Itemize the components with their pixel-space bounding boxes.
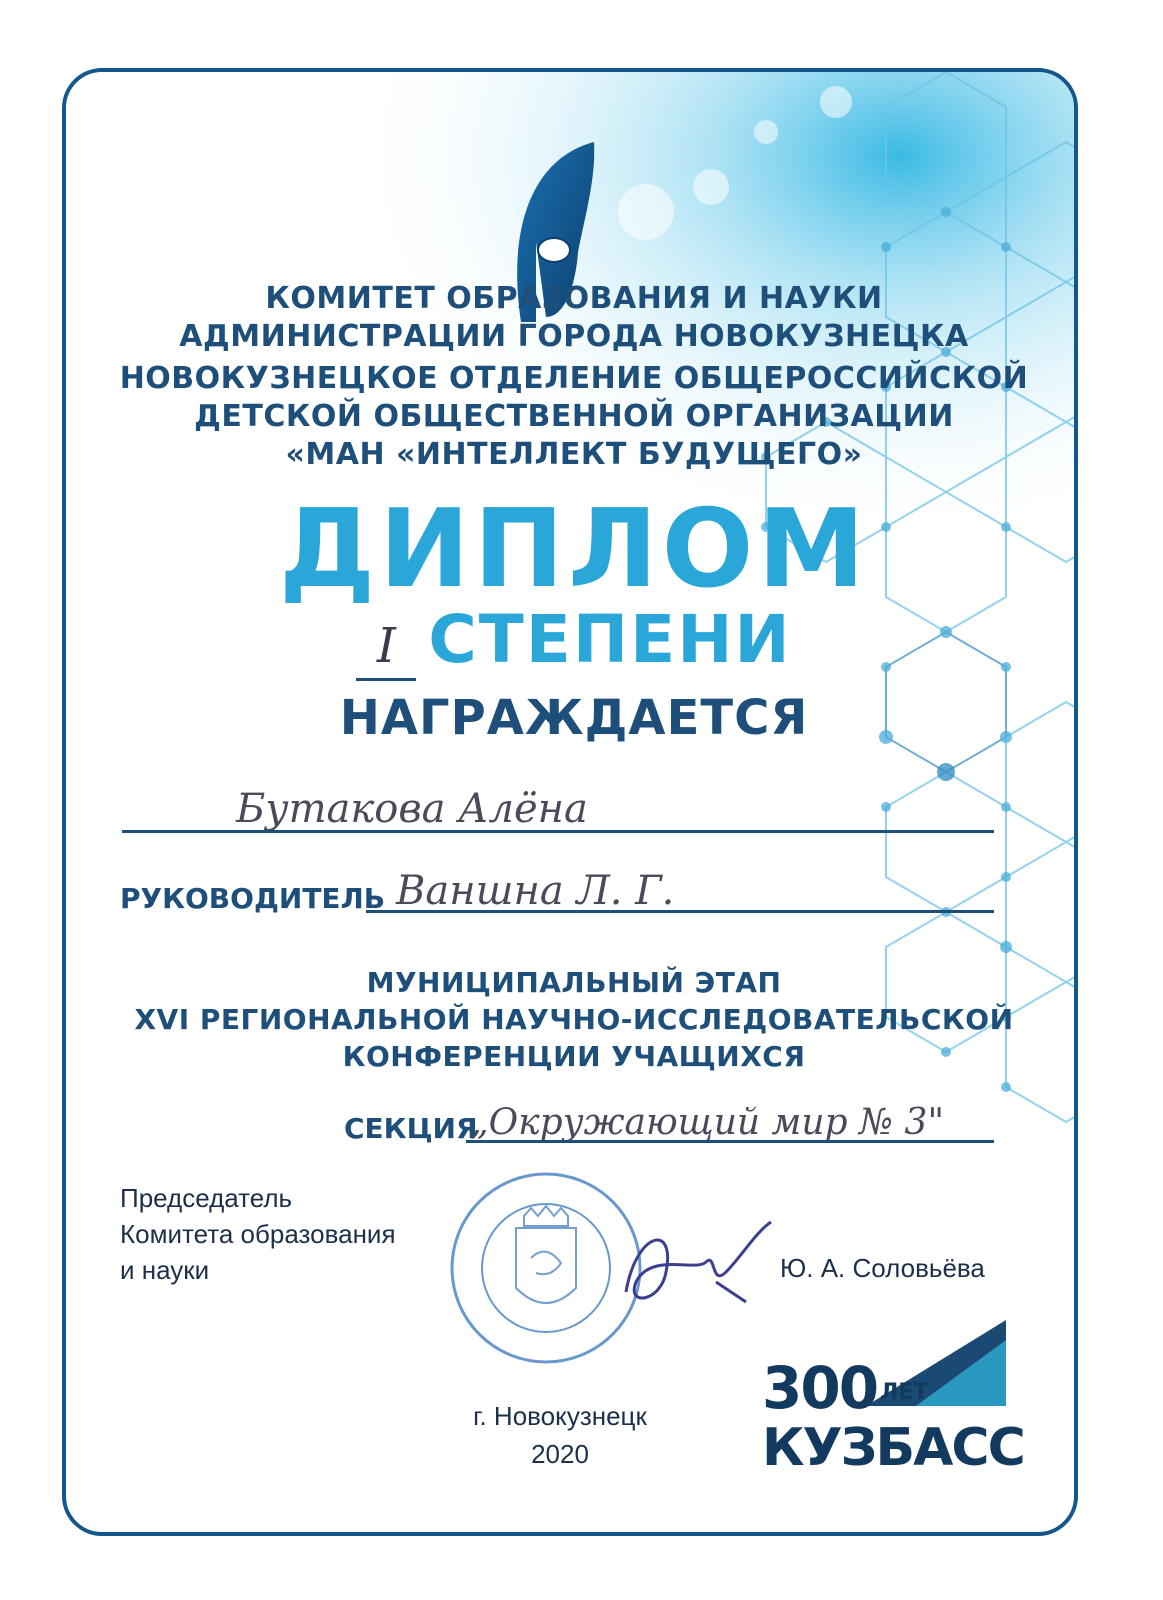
degree-row — [66, 600, 1078, 697]
diploma-frame — [62, 68, 1078, 1536]
anniversary-word: ЛЕТ — [880, 1380, 929, 1405]
awarded-heading: НАГРАЖДАЕТСЯ — [339, 690, 809, 746]
recipient-name: Бутакова Алёна — [236, 786, 588, 832]
section-name: „Окружающий мир № 3" — [470, 1102, 945, 1143]
anniversary-number: 300 — [762, 1354, 878, 1422]
org-line-4: ДЕТСКОЙ ОБЩЕСТВЕННОЙ ОРГАНИЗАЦИИ — [194, 399, 954, 434]
conference-line-1: МУНИЦИПАЛЬНЫЙ ЭТАП — [366, 966, 782, 999]
conference-line-2: XVI РЕГИОНАЛЬНОЙ НАУЧНО-ИССЛЕДОВАТЕЛЬСКОЙ — [134, 1003, 1014, 1036]
signatory-title-3: и науки — [120, 1255, 210, 1285]
diploma-title: ДИПЛОМ — [279, 487, 869, 612]
org-line-3: НОВОКУЗНЕЦКОЕ ОТДЕЛЕНИЕ ОБЩЕРОССИЙСКОЙ — [119, 361, 1029, 396]
footer-year: 2020 — [531, 1439, 589, 1469]
org-line-2: АДМИНИСТРАЦИИ ГОРОДА НОВОКУЗНЕЦКА — [179, 319, 969, 354]
section-label: СЕКЦИЯ — [344, 1112, 478, 1145]
conference-line-3: КОНФЕРЕНЦИИ УЧАЩИХСЯ — [342, 1040, 806, 1073]
degree-handwritten: I — [356, 614, 416, 681]
signature — [606, 1212, 786, 1322]
degree-word: СТЕПЕНИ — [428, 601, 792, 678]
signatory-name: Ю. А. Соловьёва — [780, 1253, 985, 1283]
section-line — [466, 1140, 994, 1143]
signatory-title-2: Комитета образования — [120, 1219, 396, 1249]
recipient-line — [122, 830, 994, 833]
footer-city: г. Новокузнецк — [473, 1401, 647, 1431]
supervisor-label: РУКОВОДИТЕЛЬ — [120, 882, 386, 915]
org-line-5: «МАН «ИНТЕЛЛЕКТ БУДУЩЕГО» — [285, 437, 863, 472]
signatory-title-1: Председатель — [120, 1183, 293, 1213]
supervisor-name: Ваншна Л. Г. — [396, 868, 675, 914]
supervisor-line — [366, 910, 994, 913]
anniversary-region: КУЗБАСС — [762, 1418, 1024, 1478]
org-line-1: КОМИТЕТ ОБРАЗОВАНИЯ И НАУКИ — [265, 281, 883, 316]
